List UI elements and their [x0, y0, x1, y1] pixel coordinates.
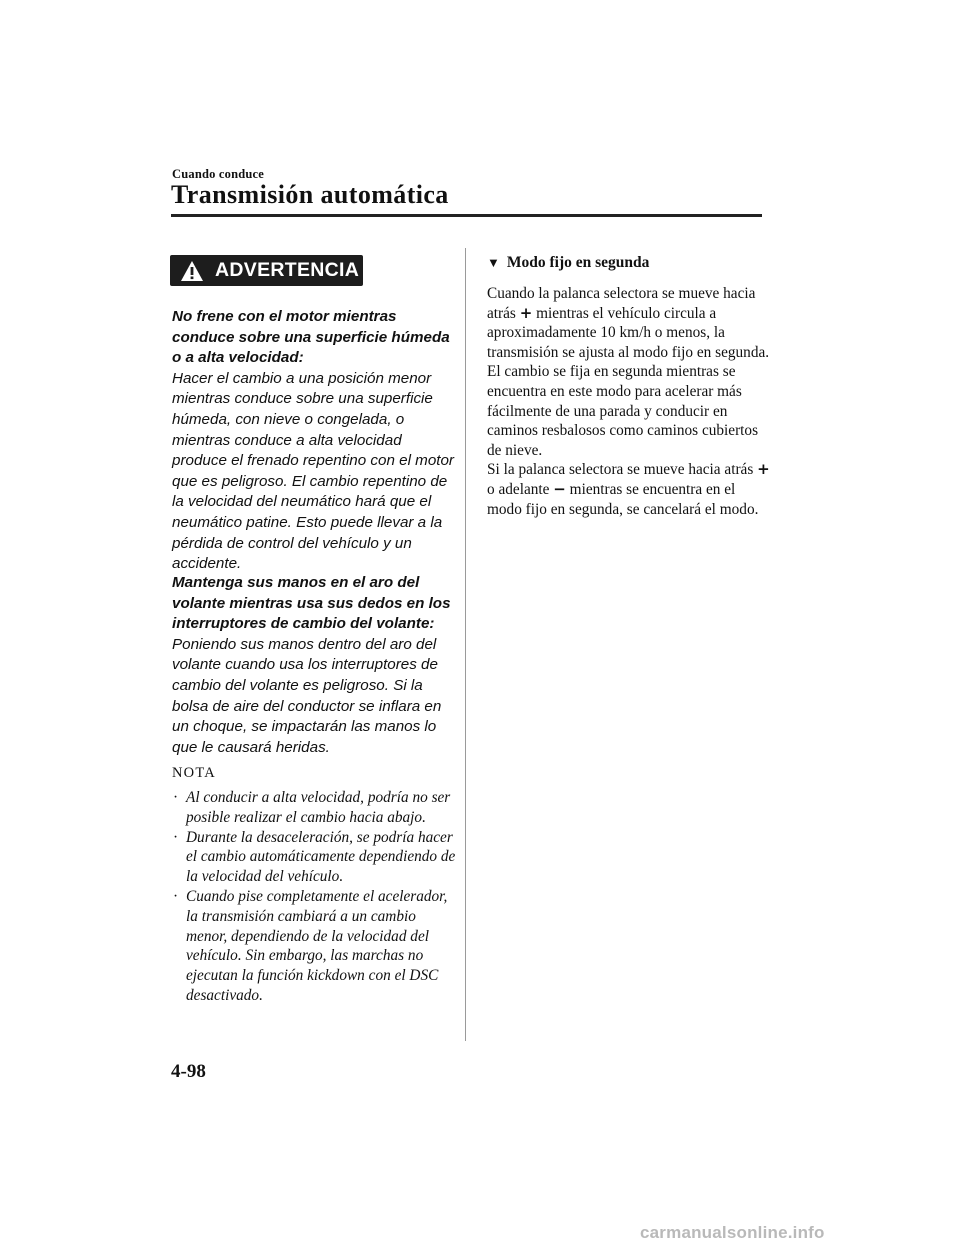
paragraph-text: mientras el vehículo circula a aproximadamente 10 km/h o menos, la transmisión se ajusta al modo fijo en segunda. El cambio se fija en segunda mientras se encuentra en este modo para acelerar más fácilmente de una parada y conducir en caminos resbalosos como caminos cubiertos de nieve.	[487, 304, 770, 459]
paragraph-text: o adelante	[487, 480, 550, 498]
warning-body: Poniendo sus manos dentro del aro del volante cuando usa los interruptores de cambio del volante es peligroso. Si la bolsa de aire del conductor se inflara en un choque, se impactarán las manos lo que le causará heridas.	[172, 635, 442, 756]
note-item-text: Durante la desaceleración, se podría hacer el cambio automáticamente dependiendo de la velocidad del vehículo.	[186, 828, 456, 886]
note-item	[172, 788, 457, 828]
note-list	[172, 788, 457, 1006]
plus-icon: +	[757, 460, 770, 479]
bullet-icon: ·	[173, 828, 179, 846]
warning-heading: No frene con el motor mientras conduce sobre una superficie húmeda o a alta velocidad:	[172, 308, 450, 367]
warning-heading: Mantenga sus manos en el aro del volante mientras usa sus dedos en los interruptores de cambio del volante:	[172, 574, 451, 633]
minus-icon: −	[553, 479, 566, 498]
watermark: carmanualsonline.info	[640, 1223, 825, 1242]
warning-badge	[170, 255, 363, 286]
note-item	[172, 887, 457, 1006]
warning-label: ADVERTENCIA	[215, 259, 360, 281]
note-item-text: Al conducir a alta velocidad, podría no ser posible realizar el cambio hacia abajo.	[186, 789, 451, 826]
title-rule	[171, 214, 762, 217]
warning-triangle-icon	[180, 260, 204, 282]
section-label: Cuando conduce	[172, 167, 265, 181]
note-label: NOTA	[172, 765, 216, 781]
warning-block	[172, 307, 457, 575]
section-heading-text: Modo fijo en segunda	[506, 254, 650, 271]
warning-body: Hacer el cambio a una posición menor mientras conduce sobre una superficie húmeda, con nieve o congelada, o mientras conduce a alta velocidad produce el frenado repentino con el motor que es peligroso. El cambio repentino de la velocidad del neumático hará que el neumático patine. Esto puede llevar a la pérdida de control del vehículo y un accidente.	[172, 369, 454, 573]
section-heading	[487, 254, 649, 272]
bullet-icon: ·	[173, 887, 179, 905]
triangle-down-icon: ▼	[487, 255, 500, 270]
column-divider	[465, 248, 466, 1041]
body-paragraph	[487, 284, 772, 519]
note-item-text: Cuando pise completamente el acelerador, la transmisión cambiará a un cambio menor, dependiendo de la velocidad del vehículo. Sin embargo, las marchas no ejecutan la función kickdown con el DSC desactivado.	[186, 887, 448, 1004]
note-item	[172, 828, 457, 887]
page-title: Transmisión automática	[171, 180, 449, 209]
warning-block	[172, 573, 457, 758]
plus-icon: +	[519, 303, 533, 322]
paragraph-text: Si la palanca selectora se mueve hacia atrás	[487, 461, 754, 479]
paragraph-text: mientras se encuentra en el modo fijo en segunda, se cancelará el modo.	[487, 480, 759, 518]
bullet-icon: ·	[173, 789, 179, 806]
page-number: 4-98	[171, 1061, 206, 1082]
paragraph-text: Cuando la palanca selectora se mueve hacia atrás	[487, 285, 756, 322]
